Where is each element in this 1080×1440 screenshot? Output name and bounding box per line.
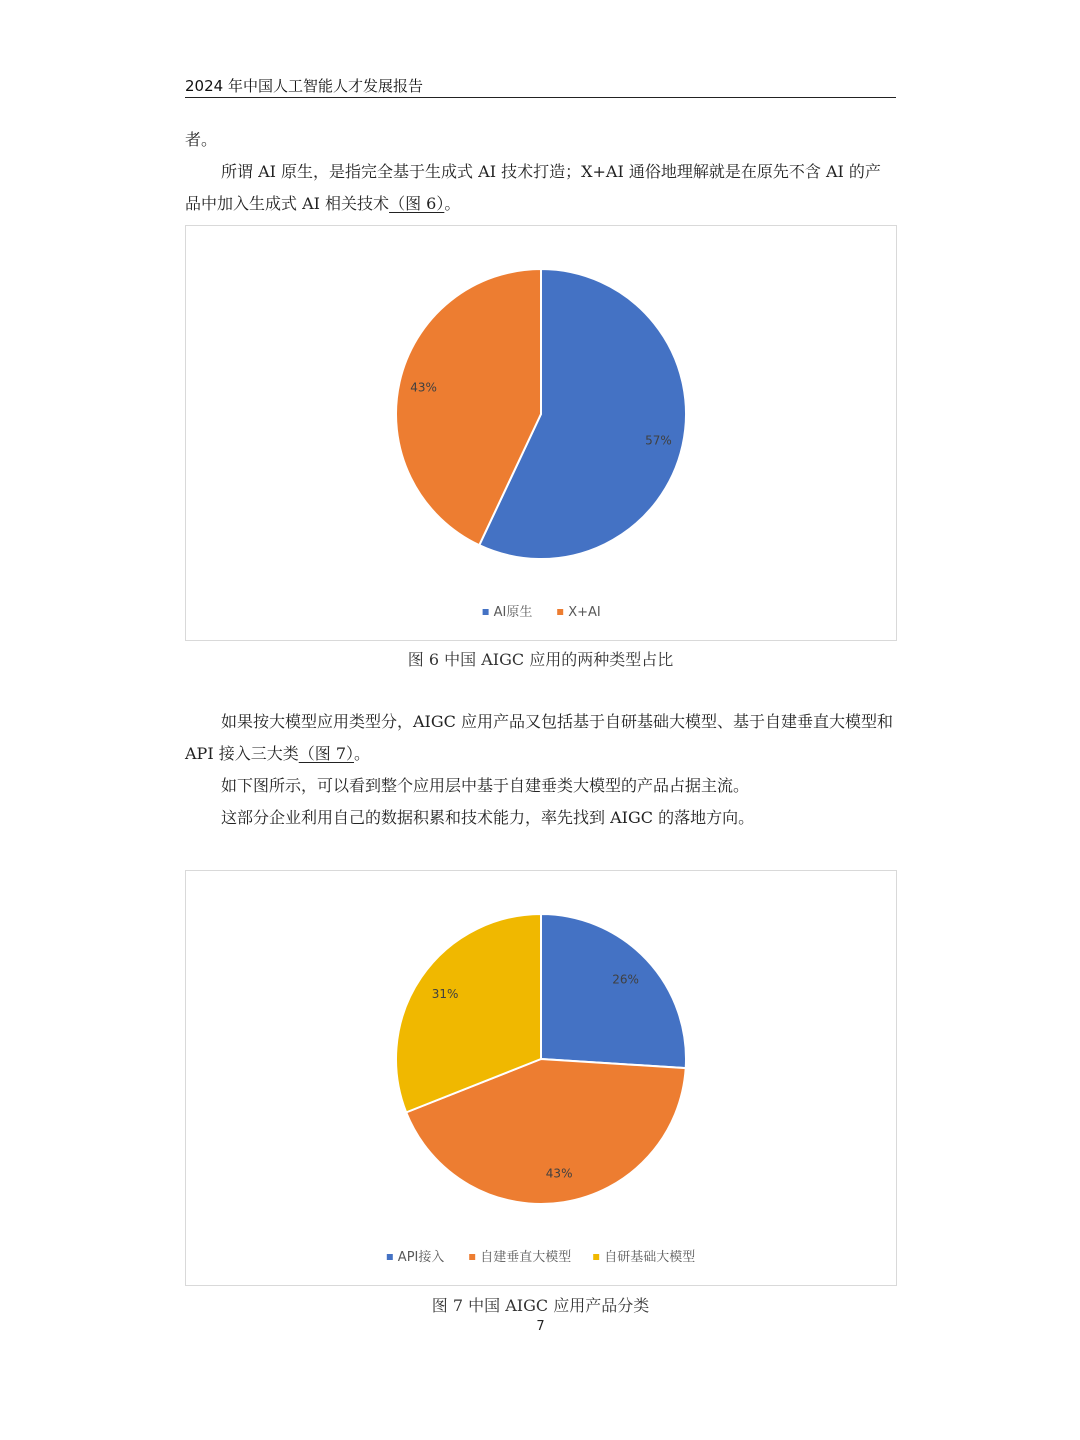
- paragraph-enterprises: 这部分企业利用自己的数据积累和技术能力，率先找到 AIGC 的落地方向。: [221, 808, 755, 827]
- figure-6-reference[interactable]: （图 6）: [389, 194, 445, 213]
- figure-6-pie-svg: [186, 226, 896, 640]
- figure-6-caption: 图 6 中国 AIGC 应用的两种类型占比: [407, 650, 674, 669]
- legend-swatch: [387, 1254, 393, 1260]
- slice-data-label: 31%: [431, 986, 459, 1001]
- figure-7-chart: [185, 870, 897, 1286]
- paragraph-end: 。: [354, 744, 371, 763]
- figure-6-chart: [185, 225, 897, 641]
- legend-swatch: [483, 609, 489, 615]
- slice-data-label: 43%: [545, 1166, 573, 1181]
- figure-7-reference[interactable]: （图 7）: [298, 744, 355, 763]
- paragraph-text: 所谓 AI 原生，是指完全基于生成式 AI 技术打造；X+AI 通俗地理解就是在原先不含 AI 的产品中加入生成式 AI 相关技术: [185, 162, 881, 213]
- legend-label: AI原生: [493, 605, 533, 620]
- legend-swatch: [557, 609, 563, 615]
- legend-label: 自建垂直大模型: [480, 1250, 572, 1265]
- legend-label: API接入: [397, 1250, 445, 1265]
- legend-swatch: [469, 1254, 475, 1260]
- paragraph-mainstream: 如下图所示，可以看到整个应用层中基于自建垂类大模型的产品占据主流。: [221, 776, 750, 795]
- page-number: 7: [536, 1319, 545, 1334]
- figure-7-caption: 图 7 中国 AIGC 应用产品分类: [431, 1296, 650, 1315]
- paragraph-model-types: [185, 706, 896, 770]
- paragraph-text: 如果按大模型应用类型分，AIGC 应用产品又包括基于自研基础大模型、基于自建垂直大模型和 API 接入三大类: [185, 712, 893, 763]
- legend-label: 自研基础大模型: [604, 1250, 696, 1265]
- pie-slice-0: [541, 914, 686, 1068]
- report-header: 2024 年中国人工智能人才发展报告: [185, 76, 896, 98]
- paragraph-continuation: 者。: [185, 130, 218, 149]
- legend-swatch: [593, 1254, 599, 1260]
- slice-data-label: 26%: [612, 972, 639, 987]
- figure-7-pie-svg: [186, 871, 896, 1285]
- paragraph-end: 。: [444, 194, 461, 213]
- slice-data-label: 57%: [645, 433, 672, 448]
- paragraph-ai-native: [185, 156, 896, 220]
- slice-data-label: 43%: [410, 380, 437, 395]
- legend-label: X+AI: [568, 605, 601, 620]
